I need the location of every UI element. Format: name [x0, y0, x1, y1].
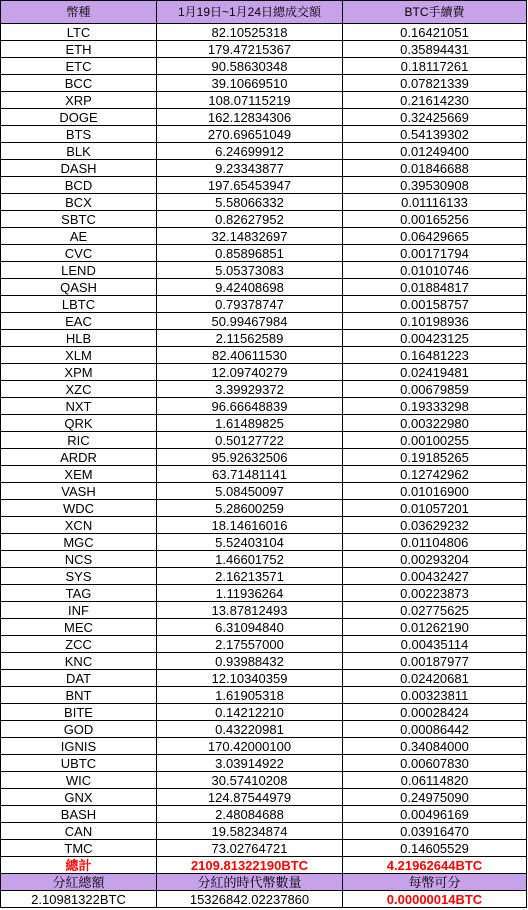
coin-cell: XPM: [1, 364, 157, 381]
fee-cell: 0.16481223: [343, 347, 527, 364]
coin-cell: BITE: [1, 704, 157, 721]
volume-cell: 32.14832697: [157, 228, 343, 245]
coin-cell: ETC: [1, 58, 157, 75]
volume-cell: 5.28600259: [157, 500, 343, 517]
volume-cell: 12.09740279: [157, 364, 343, 381]
fee-cell: 0.00323811: [343, 687, 527, 704]
coin-cell: MEC: [1, 619, 157, 636]
table-row: [1, 194, 527, 211]
volume-cell: 0.93988432: [157, 653, 343, 670]
volume-cell: 5.05373083: [157, 262, 343, 279]
table-row: [1, 126, 527, 143]
coin-cell: SYS: [1, 568, 157, 585]
fee-cell: 0.07821339: [343, 75, 527, 92]
dividend-value-row: [1, 891, 527, 908]
coin-cell: BCX: [1, 194, 157, 211]
coin-cell: XZC: [1, 381, 157, 398]
coin-cell: ARDR: [1, 449, 157, 466]
table-row: [1, 160, 527, 177]
fee-cell: 0.00435114: [343, 636, 527, 653]
coin-cell: LEND: [1, 262, 157, 279]
coin-cell: ZCC: [1, 636, 157, 653]
table-row: [1, 41, 527, 58]
fee-cell: 0.00223873: [343, 585, 527, 602]
volume-cell: 0.14212210: [157, 704, 343, 721]
coin-cell: BCD: [1, 177, 157, 194]
volume-cell: 39.10669510: [157, 75, 343, 92]
volume-cell: 12.10340359: [157, 670, 343, 687]
volume-cell: 2.16213571: [157, 568, 343, 585]
dividend-per-coin-value: 0.00000014BTC: [343, 891, 527, 908]
coin-cell: BASH: [1, 806, 157, 823]
fee-cell: 0.01016900: [343, 483, 527, 500]
coin-cell: DASH: [1, 160, 157, 177]
fee-cell: 0.02419481: [343, 364, 527, 381]
coin-cell: KNC: [1, 653, 157, 670]
coin-cell: WDC: [1, 500, 157, 517]
total-label: 總計: [1, 857, 157, 874]
fee-cell: 0.10198936: [343, 313, 527, 330]
fee-cell: 0.06429665: [343, 228, 527, 245]
table-row: [1, 653, 527, 670]
header-fee: BTC手續費: [343, 1, 527, 24]
volume-cell: 9.42408698: [157, 279, 343, 296]
fee-cell: 0.00158757: [343, 296, 527, 313]
table-row: [1, 24, 527, 41]
table-row: [1, 500, 527, 517]
volume-cell: 18.14616016: [157, 517, 343, 534]
coin-cell: XRP: [1, 92, 157, 109]
table-row: [1, 534, 527, 551]
fee-cell: 0.16421051: [343, 24, 527, 41]
coin-cell: TAG: [1, 585, 157, 602]
volume-cell: 3.03914922: [157, 755, 343, 772]
table-row: [1, 398, 527, 415]
fee-cell: 0.01057201: [343, 500, 527, 517]
fee-cell: 0.03916470: [343, 823, 527, 840]
volume-cell: 5.58066332: [157, 194, 343, 211]
coin-cell: HLB: [1, 330, 157, 347]
fee-cell: 0.01846688: [343, 160, 527, 177]
table-row: [1, 364, 527, 381]
fee-cell: 0.39530908: [343, 177, 527, 194]
fee-cell: 0.00171794: [343, 245, 527, 262]
volume-cell: 2.48084688: [157, 806, 343, 823]
volume-cell: 179.47215367: [157, 41, 343, 58]
coin-cell: XEM: [1, 466, 157, 483]
fee-cell: 0.01010746: [343, 262, 527, 279]
table-row: [1, 177, 527, 194]
fee-cell: 0.14605529: [343, 840, 527, 857]
volume-cell: 2.17557000: [157, 636, 343, 653]
table-row: [1, 58, 527, 75]
volume-cell: 270.69651049: [157, 126, 343, 143]
volume-cell: 1.61489825: [157, 415, 343, 432]
volume-cell: 0.85896851: [157, 245, 343, 262]
coin-cell: QASH: [1, 279, 157, 296]
coin-cell: EAC: [1, 313, 157, 330]
volume-cell: 0.50127722: [157, 432, 343, 449]
total-row: [1, 857, 527, 874]
coin-cell: XCN: [1, 517, 157, 534]
fee-cell: 0.32425669: [343, 109, 527, 126]
fee-cell: 0.01116133: [343, 194, 527, 211]
volume-cell: 3.39929372: [157, 381, 343, 398]
fee-cell: 0.00165256: [343, 211, 527, 228]
fee-cell: 0.01262190: [343, 619, 527, 636]
volume-cell: 73.02764721: [157, 840, 343, 857]
table-row: [1, 483, 527, 500]
fee-cell: 0.00086442: [343, 721, 527, 738]
fee-cell: 0.34084000: [343, 738, 527, 755]
table-row: [1, 347, 527, 364]
fee-cell: 0.03629232: [343, 517, 527, 534]
coin-cell: CAN: [1, 823, 157, 840]
table-row: [1, 245, 527, 262]
table-row: [1, 432, 527, 449]
fee-cell: 0.00187977: [343, 653, 527, 670]
total-fee: 4.21962644BTC: [343, 857, 527, 874]
table-row: [1, 721, 527, 738]
coin-cell: GOD: [1, 721, 157, 738]
table-row: [1, 670, 527, 687]
fee-cell: 0.00028424: [343, 704, 527, 721]
fee-cell: 0.24975090: [343, 789, 527, 806]
coin-cell: CVC: [1, 245, 157, 262]
fee-cell: 0.06114820: [343, 772, 527, 789]
coin-cell: DAT: [1, 670, 157, 687]
table-row: [1, 313, 527, 330]
table-row: [1, 143, 527, 160]
table-row: [1, 381, 527, 398]
table-row: [1, 296, 527, 313]
table-row: [1, 228, 527, 245]
coin-cell: MGC: [1, 534, 157, 551]
coin-cell: XLM: [1, 347, 157, 364]
table-row: [1, 687, 527, 704]
table-row: [1, 466, 527, 483]
coin-cell: VASH: [1, 483, 157, 500]
table-row: [1, 585, 527, 602]
table-row: [1, 75, 527, 92]
table-row: [1, 738, 527, 755]
table-row: [1, 823, 527, 840]
table-row: [1, 568, 527, 585]
table-row: [1, 806, 527, 823]
fee-cell: 0.00679859: [343, 381, 527, 398]
dividend-holding-header: 分紅的時代幣數量: [157, 874, 343, 891]
table-row: [1, 755, 527, 772]
fee-table-body: [1, 1, 527, 908]
coin-cell: NCS: [1, 551, 157, 568]
table-row: [1, 619, 527, 636]
volume-cell: 82.10525318: [157, 24, 343, 41]
coin-cell: BTS: [1, 126, 157, 143]
table-row: [1, 704, 527, 721]
fee-cell: 0.18117261: [343, 58, 527, 75]
volume-cell: 0.79378747: [157, 296, 343, 313]
table-row: [1, 92, 527, 109]
volume-cell: 82.40611530: [157, 347, 343, 364]
coin-cell: ETH: [1, 41, 157, 58]
dividend-total-value: 2.10981322BTC: [1, 891, 157, 908]
table-row: [1, 789, 527, 806]
fee-cell: 0.19333298: [343, 398, 527, 415]
volume-cell: 5.08450097: [157, 483, 343, 500]
coin-cell: UBTC: [1, 755, 157, 772]
fee-cell: 0.00607830: [343, 755, 527, 772]
volume-cell: 1.46601752: [157, 551, 343, 568]
fee-cell: 0.00100255: [343, 432, 527, 449]
table-row: [1, 840, 527, 857]
coin-cell: AE: [1, 228, 157, 245]
fee-cell: 0.00432427: [343, 568, 527, 585]
fee-cell: 0.00293204: [343, 551, 527, 568]
fee-cell: 0.02775625: [343, 602, 527, 619]
table-row: [1, 211, 527, 228]
volume-cell: 9.23343877: [157, 160, 343, 177]
table-row: [1, 415, 527, 432]
fee-cell: 0.21614230: [343, 92, 527, 109]
fee-cell: 0.19185265: [343, 449, 527, 466]
volume-cell: 124.87544979: [157, 789, 343, 806]
fee-cell: 0.00496169: [343, 806, 527, 823]
fee-cell: 0.12742962: [343, 466, 527, 483]
coin-cell: BLK: [1, 143, 157, 160]
table-row: [1, 449, 527, 466]
coin-cell: SBTC: [1, 211, 157, 228]
dividend-holding-value: 15326842.02237860: [157, 891, 343, 908]
table-row: [1, 551, 527, 568]
coin-cell: NXT: [1, 398, 157, 415]
volume-cell: 170.42000100: [157, 738, 343, 755]
coin-cell: TMC: [1, 840, 157, 857]
table-row: [1, 262, 527, 279]
fee-cell: 0.35894431: [343, 41, 527, 58]
table-header-row: [1, 1, 527, 24]
coin-cell: LTC: [1, 24, 157, 41]
coin-cell: LBTC: [1, 296, 157, 313]
fee-cell: 0.02420681: [343, 670, 527, 687]
volume-cell: 162.12834306: [157, 109, 343, 126]
fee-cell: 0.00423125: [343, 330, 527, 347]
fee-cell: 0.01104806: [343, 534, 527, 551]
dividend-header-row: [1, 874, 527, 891]
fee-cell: 0.00322980: [343, 415, 527, 432]
volume-cell: 6.31094840: [157, 619, 343, 636]
coin-cell: WIC: [1, 772, 157, 789]
volume-cell: 13.87812493: [157, 602, 343, 619]
coin-cell: GNX: [1, 789, 157, 806]
table-row: [1, 517, 527, 534]
coin-cell: DOGE: [1, 109, 157, 126]
volume-cell: 1.61905318: [157, 687, 343, 704]
fee-cell: 0.01884817: [343, 279, 527, 296]
coin-cell: INF: [1, 602, 157, 619]
volume-cell: 50.99467984: [157, 313, 343, 330]
volume-cell: 108.07115219: [157, 92, 343, 109]
header-volume: 1月19日~1月24日總成交額: [157, 1, 343, 24]
dividend-per-coin-header: 每幣可分: [343, 874, 527, 891]
volume-cell: 2.11562589: [157, 330, 343, 347]
volume-cell: 1.11936264: [157, 585, 343, 602]
volume-cell: 0.43220981: [157, 721, 343, 738]
coin-cell: QRK: [1, 415, 157, 432]
coin-cell: RIC: [1, 432, 157, 449]
table-row: [1, 772, 527, 789]
table-row: [1, 279, 527, 296]
volume-cell: 6.24699912: [157, 143, 343, 160]
fee-cell: 0.54139302: [343, 126, 527, 143]
volume-cell: 19.58234874: [157, 823, 343, 840]
volume-cell: 30.57410208: [157, 772, 343, 789]
dividend-total-header: 分紅總額: [1, 874, 157, 891]
header-coin: 幣種: [1, 1, 157, 24]
table-row: [1, 330, 527, 347]
volume-cell: 95.92632506: [157, 449, 343, 466]
table-row: [1, 602, 527, 619]
coin-cell: IGNIS: [1, 738, 157, 755]
table-row: [1, 109, 527, 126]
volume-cell: 90.58630348: [157, 58, 343, 75]
table-row: [1, 636, 527, 653]
volume-cell: 5.52403104: [157, 534, 343, 551]
coin-cell: BCC: [1, 75, 157, 92]
volume-cell: 0.82627952: [157, 211, 343, 228]
volume-cell: 63.71481141: [157, 466, 343, 483]
volume-cell: 197.65453947: [157, 177, 343, 194]
total-volume: 2109.81322190BTC: [157, 857, 343, 874]
volume-cell: 96.66648839: [157, 398, 343, 415]
coin-cell: BNT: [1, 687, 157, 704]
fee-cell: 0.01249400: [343, 143, 527, 160]
